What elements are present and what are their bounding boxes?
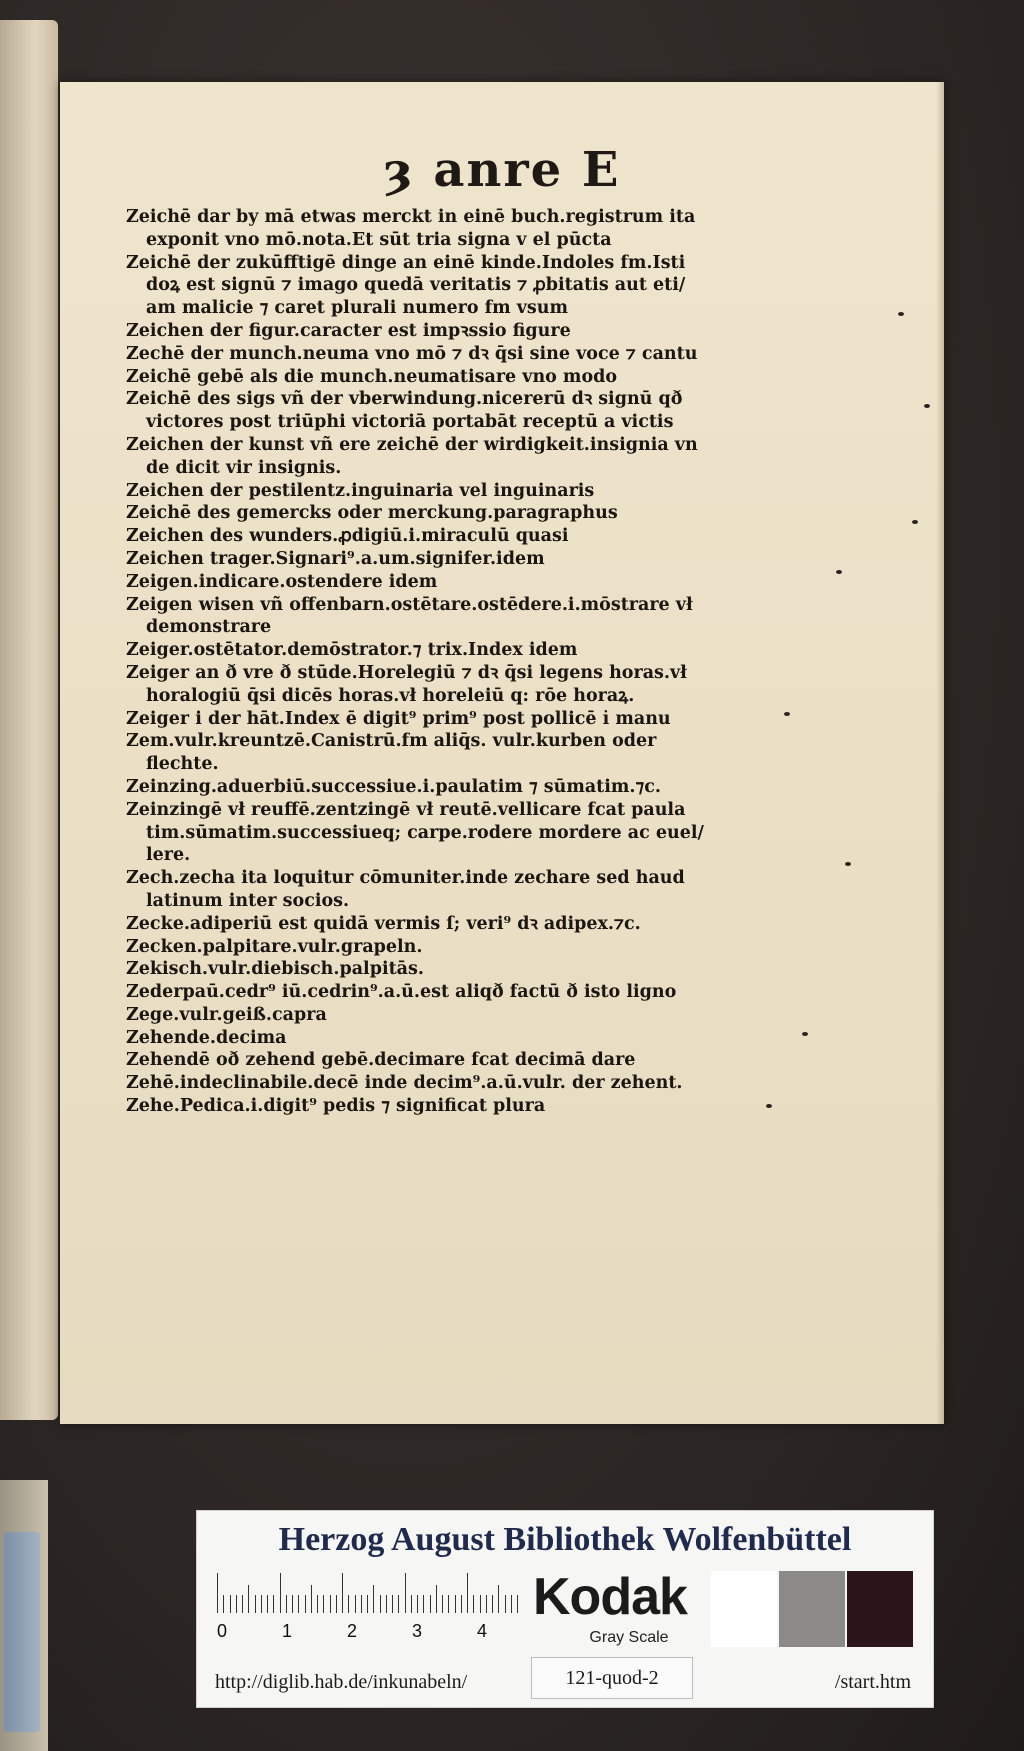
entry-continuation: exponit vno mō.nota.Et sūt tria signa v el pūcta — [146, 229, 612, 250]
ruler-tick — [236, 1595, 237, 1613]
dictionary-entry — [126, 320, 766, 343]
dictionary-entry — [126, 708, 766, 731]
ruler-tick — [505, 1595, 506, 1613]
dictionary-entry — [126, 594, 766, 640]
ruler-tick — [405, 1573, 406, 1613]
entry-headline: Zehē.indeclinabile.decē inde decim⁹.a.ū.vulr. der zehent. — [126, 1073, 683, 1094]
ruler-tick — [436, 1585, 437, 1613]
adjacent-page-edge — [0, 20, 58, 1420]
ruler-tick — [242, 1595, 243, 1613]
entry-headline: Zeichē des gemercks oder merckung.paragraphus — [126, 503, 618, 524]
dictionary-entry — [126, 958, 766, 981]
ruler-tick — [398, 1595, 399, 1613]
ink-speck — [898, 312, 904, 316]
dictionary-entry — [126, 1072, 766, 1095]
entry-headline: Zeiger an ð vre ð stūde.Horelegiū ⁊ dꝛ q̄si legens horas.vł — [126, 662, 687, 683]
ruler-tick — [511, 1595, 512, 1613]
dictionary-entry — [126, 776, 766, 799]
entry-headline: Zeichē der zukūfftigē dinge an einē kinde.Indoles fm.Isti — [126, 252, 686, 273]
entry-headline: Zeigen.indicare.ostendere idem — [126, 571, 438, 592]
dictionary-entry — [126, 662, 766, 708]
dictionary-entry — [126, 525, 766, 548]
ruler-tick — [348, 1595, 349, 1613]
entry-continuation: am malicie ⁊ caret plurali numero fm vsum — [146, 298, 568, 319]
ruler-tick — [323, 1595, 324, 1613]
dictionary-entry — [126, 1004, 766, 1027]
ruler-tick — [480, 1595, 481, 1613]
entry-headline: Zeiger i der hāt.Index ē digit⁹ prim⁹ post pollicē i̇ manu — [126, 708, 671, 729]
ruler-tick — [261, 1595, 262, 1613]
entry-headline: Zeichen der pestilentz.inguinaria vel inguinaris — [126, 480, 595, 501]
entry-headline: Zekisch.vulr.diebisch.palpitās. — [126, 959, 424, 980]
ruler-tick — [492, 1595, 493, 1613]
ruler-tick — [355, 1595, 356, 1613]
ink-speck — [836, 570, 842, 574]
entry-headline: Zeigen wisen vñ offenbarn.ostētare.ostēdere.i.mōstrare vł — [126, 594, 693, 615]
dictionary-entry — [126, 867, 766, 913]
ruler-tick — [273, 1595, 274, 1613]
ruler-tick — [217, 1573, 218, 1613]
dictionary-entry — [126, 981, 766, 1004]
ruler-tick — [473, 1595, 474, 1613]
ruler-tick — [498, 1585, 499, 1613]
ruler-tick — [373, 1585, 374, 1613]
ruler-tick — [417, 1595, 418, 1613]
shelf-label — [4, 1532, 40, 1732]
ruler-tick — [517, 1595, 518, 1613]
ink-speck — [912, 520, 918, 524]
entry-headline: Zeichen der figur.caracter est impꝛssio figure — [126, 320, 571, 341]
ruler-tick — [267, 1595, 268, 1613]
ruler-number: 1 — [282, 1621, 293, 1641]
dark-swatch — [847, 1571, 913, 1647]
ruler-number: 3 — [412, 1621, 423, 1641]
dictionary-entry — [126, 343, 766, 366]
ruler-number: 0 — [217, 1621, 228, 1641]
dictionary-entry — [126, 252, 766, 320]
ruler-tick — [255, 1595, 256, 1613]
book-page — [60, 82, 944, 1424]
dictionary-entry — [126, 480, 766, 503]
ruler-tick — [455, 1595, 456, 1613]
ruler-tick — [223, 1595, 224, 1613]
ruler-tick — [248, 1585, 249, 1613]
entry-continuation: lere. — [146, 845, 191, 866]
ruler-tick — [292, 1595, 293, 1613]
dictionary-entry — [126, 206, 766, 252]
gray-scale-caption: Gray Scale — [589, 1629, 669, 1646]
ruler-tick — [461, 1595, 462, 1613]
entry-headline: Zehende.decima — [126, 1027, 287, 1048]
page-shadow — [936, 82, 944, 1424]
dictionary-entry — [126, 639, 766, 662]
url-identifier: 121-quod-2 — [531, 1657, 693, 1699]
ruler-tick — [330, 1595, 331, 1613]
ruler-tick — [411, 1595, 412, 1613]
dictionary-entry — [126, 1049, 766, 1072]
entry-headline: Zege.vulr.geiß.capra — [126, 1004, 327, 1025]
ruler-tick — [380, 1595, 381, 1613]
dictionary-entry — [126, 730, 766, 776]
ink-speck — [845, 862, 851, 866]
dictionary-entry — [126, 366, 766, 389]
white-swatch — [711, 1571, 777, 1647]
dictionary-entries — [126, 206, 766, 1118]
ruler-tick — [311, 1585, 312, 1613]
gray-swatch — [779, 1571, 845, 1647]
ink-speck — [924, 404, 930, 408]
ruler-tick — [486, 1595, 487, 1613]
entry-headline: Zehe.Pedica.i.digit⁹ pedis ⁊ significat plura — [126, 1096, 546, 1117]
dictionary-entry — [126, 502, 766, 525]
entry-headline: Zehendē oð zehend gebē.decimare fcat decimā dare — [126, 1050, 636, 1071]
ruler-tick — [305, 1595, 306, 1613]
ruler-tick — [442, 1595, 443, 1613]
ruler-tick — [361, 1595, 362, 1613]
page-title: ȝ anre E — [383, 142, 621, 198]
ruler-tick — [317, 1595, 318, 1613]
ruler-tick — [423, 1595, 424, 1613]
url-suffix: /start.htm — [834, 1671, 911, 1693]
entry-headline: Zechē der munch.neuma vno mō ⁊ dꝛ q̄si sine voce ⁊ cantu — [126, 343, 698, 364]
dictionary-entry — [126, 913, 766, 936]
url-prefix: http://diglib.hab.de/inkunabeln/ — [215, 1671, 468, 1693]
ruler-tick — [367, 1595, 368, 1613]
dictionary-entry — [126, 936, 766, 959]
ruler-tick — [286, 1595, 287, 1613]
ruler-tick — [298, 1595, 299, 1613]
dictionary-entry — [126, 571, 766, 594]
entry-headline: Zeichen trager.Signari⁹.a.um.signifer.idem — [126, 548, 545, 569]
ink-speck — [766, 1104, 772, 1108]
entry-headline: Zeichen des wunders.ꝓdigiū.i.miraculū quasi — [126, 526, 569, 547]
entry-headline: Zeichē dar by mā etwas merckt in einē buch.registrum ita — [126, 207, 696, 227]
dictionary-entry — [126, 434, 766, 480]
institution-name: Herzog August Bibliothek Wolfenbüttel — [278, 1521, 852, 1558]
dictionary-entry — [126, 388, 766, 434]
ruler-tick — [280, 1573, 281, 1613]
entry-continuation: flechte. — [146, 754, 219, 775]
dictionary-entry — [126, 548, 766, 571]
entry-headline: Zeinzing.aduerbiū.successiue.i.paulatim ⁊ sūmatim.⁊c. — [126, 776, 661, 797]
ruler-tick — [230, 1595, 231, 1613]
entry-headline: Zederpaū.cedr⁹ iū.cedrin⁹.a.ū.est aliqð factū ð isto ligno — [126, 982, 677, 1003]
entry-headline: Zeiger.ostētator.demōstrator.⁊ trix.Index idem — [126, 640, 578, 661]
kodak-logo: Kodak — [533, 1568, 687, 1626]
entry-headline: Zeinzingē vł reuffē.zentzingē vł reutē.vellicare fcat paula — [126, 799, 686, 820]
dictionary-entry — [126, 1027, 766, 1050]
entry-headline: Zeichē gebē als die munch.neumatisare vno modo — [126, 366, 618, 387]
ruler-number: 2 — [347, 1621, 358, 1641]
entry-continuation: de dicit vir insignis. — [146, 457, 342, 478]
dictionary-entry — [126, 799, 766, 867]
entry-continuation: doꝝ est signū ⁊ imago quedā veritatis ⁊ ꝓbitatis aut eti/ — [146, 275, 686, 296]
entry-continuation: tim.sūmatim.successiueq; carpe.rodere mordere ac euel/ — [146, 822, 704, 843]
ruler-tick — [430, 1595, 431, 1613]
ruler-tick — [448, 1595, 449, 1613]
entry-headline: Zem.vulr.kreuntzē.Canistrū.fm aliq̄s. vulr.kurben oder — [126, 731, 657, 752]
ruler-tick — [336, 1595, 337, 1613]
entry-continuation: victores post triūphi victoriā portabāt receptū a victis — [146, 412, 674, 433]
ruler-tick — [467, 1573, 468, 1613]
ink-speck — [784, 712, 790, 716]
entry-continuation: latinum inter socios. — [146, 890, 350, 911]
entry-headline: Zeichē des sigs vñ der vberwindung.nicererū dꝛ signū qð — [126, 389, 683, 410]
entry-continuation: horalogiū q̄si dicēs horas.vł horeleiū q: rōe horaꝝ. — [146, 685, 635, 706]
ruler-tick — [392, 1595, 393, 1613]
entry-continuation: demonstrare — [146, 617, 272, 638]
ruler-numbers — [217, 1621, 517, 1645]
entry-headline: Zech.zecha ita loquitur cōmuniter.inde zechare sed haud — [126, 868, 685, 889]
entry-headline: Zecken.palpitare.vulr.grapeln. — [126, 936, 423, 957]
ink-speck — [802, 1032, 808, 1036]
ruler-tick — [386, 1595, 387, 1613]
dictionary-entry — [126, 1095, 766, 1118]
entry-headline: Zeichen der kunst vñ ere zeichē der wirdigkeit.insignia vn — [126, 434, 698, 455]
ruler-tick — [342, 1573, 343, 1613]
ruler-number: 4 — [477, 1621, 488, 1641]
color-target-card — [196, 1510, 934, 1708]
measurement-ruler — [217, 1573, 517, 1613]
entry-headline: Zecke.adiperiū est quidā vermis ſ; veri⁹ dꝛ adipex.⁊c. — [126, 913, 641, 934]
